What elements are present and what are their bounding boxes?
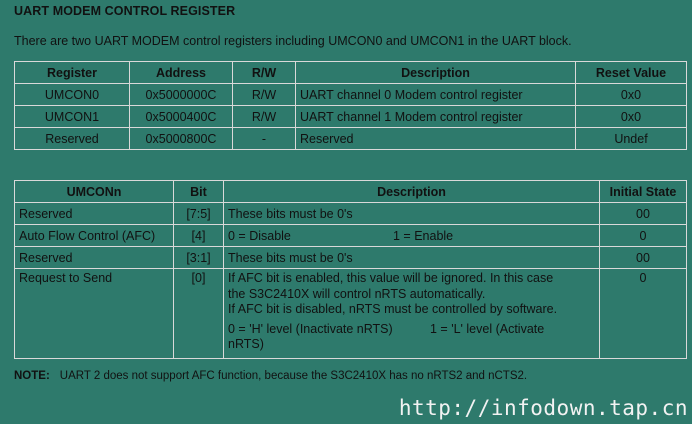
cell: UART channel 0 Modem control register [296, 84, 576, 106]
option-text: 0 = 'H' level (Inactivate nRTS) [228, 321, 393, 336]
cell: 0 [600, 269, 687, 359]
desc-line: nRTS) [228, 337, 264, 351]
bit-field-table [14, 180, 687, 359]
table-header-row [15, 181, 687, 203]
desc-line: If AFC bit is disabled, nRTS must be controlled by software. [228, 302, 558, 316]
cell: R/W [233, 84, 296, 106]
col-header: R/W [233, 62, 296, 84]
option-text: 1 = 'L' level (Activate [430, 321, 545, 336]
cell: UART channel 1 Modem control register [296, 106, 576, 128]
cell: 00 [600, 247, 687, 269]
cell: [0] [174, 269, 224, 359]
cell: Reserved [15, 128, 130, 150]
col-header: UMCONn [15, 181, 174, 203]
cell: Request to Send [15, 269, 174, 359]
table-row [15, 84, 687, 106]
cell: UMCON1 [15, 106, 130, 128]
table-header-row [15, 62, 687, 84]
table-row [15, 128, 687, 150]
cell [224, 225, 600, 247]
cell: 0x5000000C [130, 84, 233, 106]
cell: UMCON0 [15, 84, 130, 106]
col-header: Description [224, 181, 600, 203]
col-header: Description [296, 62, 576, 84]
cell: Reserved [296, 128, 576, 150]
intro-paragraph: There are two UART MODEM control registers including UMCON0 and UMCON1 in the UART block. [14, 34, 572, 48]
table-row [15, 269, 687, 359]
cell: 0x5000400C [130, 106, 233, 128]
cell: 0 [600, 225, 687, 247]
col-header: Reset Value [576, 62, 687, 84]
cell: Reserved [15, 203, 174, 225]
cell: Auto Flow Control (AFC) [15, 225, 174, 247]
cell: Undef [576, 128, 687, 150]
cell: 0x0 [576, 106, 687, 128]
note-label: NOTE: [14, 370, 50, 382]
cell: 00 [600, 203, 687, 225]
col-header: Register [15, 62, 130, 84]
cell: 0x5000800C [130, 128, 233, 150]
section-title: UART MODEM CONTROL REGISTER [14, 4, 236, 18]
cell: [4] [174, 225, 224, 247]
cell: These bits must be 0's [224, 247, 600, 269]
col-header: Initial State [600, 181, 687, 203]
cell: Reserved [15, 247, 174, 269]
table-row [15, 247, 687, 269]
table-row [15, 225, 687, 247]
col-header: Address [130, 62, 233, 84]
table-row [15, 203, 687, 225]
note [14, 370, 527, 382]
cell: These bits must be 0's [224, 203, 600, 225]
desc-line: If AFC bit is enabled, this value will be ignored. In this case [228, 271, 554, 285]
register-table [14, 61, 687, 150]
note-text: UART 2 does not support AFC function, because the S3C2410X has no nRTS2 and nCTS2. [59, 370, 528, 382]
desc-line: the S3C2410X will control nRTS automatically. [228, 286, 486, 301]
table-row [15, 106, 687, 128]
cell: [3:1] [174, 247, 224, 269]
option-text: 0 = Disable [228, 228, 291, 243]
cell: R/W [233, 106, 296, 128]
col-header: Bit [174, 181, 224, 203]
cell: [7:5] [174, 203, 224, 225]
option-text: 1 = Enable [393, 228, 454, 243]
watermark-text: http://infodown.tap.cn [398, 396, 688, 420]
cell: 0x0 [576, 84, 687, 106]
cell: - [233, 128, 296, 150]
cell [224, 269, 600, 359]
